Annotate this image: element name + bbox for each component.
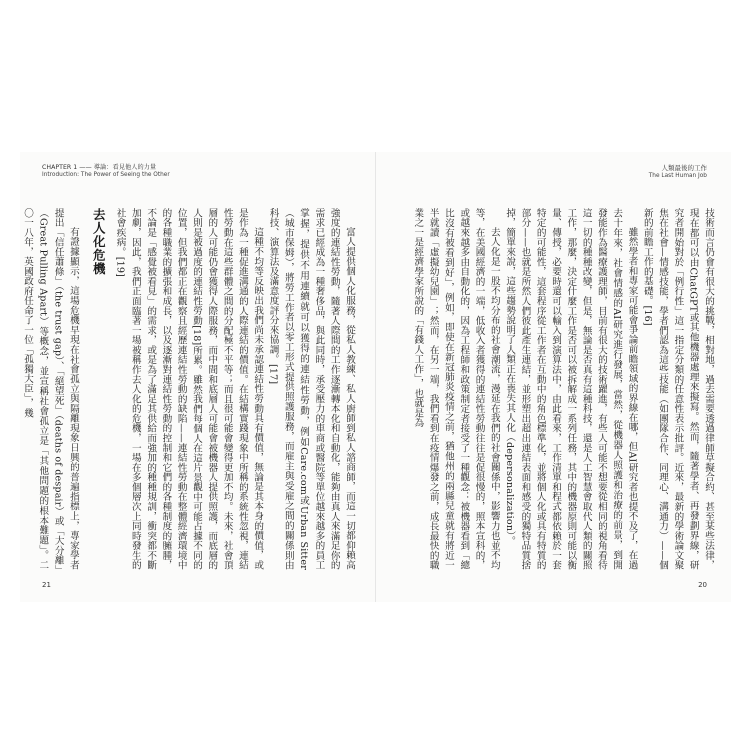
chapter-subtitle: Introduction: The Power of Seeing the Other <box>42 172 170 179</box>
right-page <box>376 152 731 602</box>
running-header-right <box>649 164 707 181</box>
book-subtitle: The Last Human Job <box>648 172 707 179</box>
section-heading: 去人化危機 <box>91 208 107 276</box>
chapter-label: CHAPTER 1 —— 導論：看見他人的力量 <box>42 164 157 171</box>
left-body-text <box>22 208 357 570</box>
paragraph: 去人化是一股不均分布的社會潮流，漫延在我們的社會關係中，影響力也並不均等，在美國經濟的一端，低收入者獲得的連結性勞動往往是促很慢的，照本宣科的，或越來越多由自動化的，因為工程師和政策制定者接受了一種觀念：被機器看到「總比沒有被看到好」，例如，即使在新冠肺炎疫情之前，猶他州的兩縣兒童就有將近一半就讀「虛擬幼兒園」；然而，在另一端，我們看到在疫情爆發之前，成長最快的職業之一是經濟學家所說的「有錢人工作」，也就是為 <box>412 208 500 570</box>
left-page <box>20 152 375 602</box>
page-number-right: 20 <box>698 581 707 589</box>
right-body-text <box>404 208 716 570</box>
book-title: 人類最後的工作 <box>661 164 707 172</box>
paragraph: 這種不均等反映出我們尚未承認連結性勞動具有價值，無論是其本身的價值，或是作為一種促進溝通的人際連結的價值。在結構實踐現象中所稱的系統性忽視，連結性勞動在這些群體之間的分配極不平等；而且很可能會變得更加不均。未來，社會頂層的人可能仍會獲得人際服務，而中間和底層人可能會被機器人提供照護，而底層的人則是被過度的連結性勞動[18]所累。雖然我們每個人在這片景觀中可能占據不同的位置，但我們都正在觀察且經歷連結性勞動的缺陷——連結性勞動在整體經濟環境中的各種職業的擴張和成長，以及逐漸對連結性勞動的控制和它們的各種制度的臃腫，不論是「感覺被看見」的需求，或是為了滿足其供給而強加的種種規訓，衝突都不斷加劇，因此，我們正面臨著一場被稱作去人化的危機，一場在多個層次上同時發生的社會疾病。[19] <box>114 208 264 570</box>
paragraph: 富人提供個人化服務，從私人教練、私人廚師到私人諮商師，而這一切都仰賴高強度的連結性勞動，隨著人際間的工作逐漸轉本化和自動化，能夠由真人來滿足你的需求已經成為一種奢侈品，與此同時，承受壓力的車商或醫院等單位越來越多的員工掌握，提供不用連續就可以獲得的連結性勞動，例如Care.com或Urban Sitter（城市保姆），將勞工作者以零工形式提供照護服務，而雇主與受雇之間的關係則由科技、演算法及滿意度評分來協調。[17] <box>267 208 355 570</box>
book-spread <box>20 152 731 602</box>
paragraph: 技術而言仍會有很大的挑戰，相對地，過去需要透過律師草擬合約、甚至某些法律，現在都可以由ChatGPT或其他機器處理來擬寫。然而，隨著學者、再發劃界線，研究者開始對於「例行性」這一指定分類的任意性表示批評。近來，最新的學術論文聚焦在社會—情感技能，學者們認為這些技能（如團隊合作、同理心、溝通力）——個新的前瞻工作的基礎。[16] <box>641 208 714 570</box>
paragraph: 雖然學者和專家可能會爭論前瞻領域的界線在哪，但AI研究者也提不及了，在過去十年來，社會情感的AI研究進行發展，當然，從機器人照護和治療的前景，到開發能作為醫療護理師，目前有很大的技術躍進，有些人可能不想要從相同的視角看待這一切的種種改變，但是，無論是否真有這種科技，還是人工智慧會取代人類的關照工作，那麼，決定什麼工作是否可以被拆解成一系列任務，其中的機器原則可能以衡量、傳授，必要時還可以輸入到演算法中，由此看來，工作清單和程式都依賴於一套特定的可能性，這套程序從工作者在互動中的角色標準化，並將個人化或具有特質的部分——也就是所然人們彼此產生連結，並形塑出超出連結表面和感受的獨特品質捨掉，簡單來說，這些趨勢說明了人類正在喪失其人化（depersonalization）。 <box>504 208 638 570</box>
running-header-left <box>42 164 170 180</box>
page-number-left: 21 <box>42 581 51 589</box>
paragraph: 有證據顯示，這場危機早現在社會孤立與隔離現象日興的普遍指標上，專家學者提出「信任蕭條」（the trust gap）、「絕望死」（deaths of despair）或「大分離」（Great Pulling Apart）等概念，並宣稱社會孤立是「其他問題的根本難題」。二〇一八年，英國政府任命了一位「孤獨大臣」，幾 <box>22 208 79 570</box>
